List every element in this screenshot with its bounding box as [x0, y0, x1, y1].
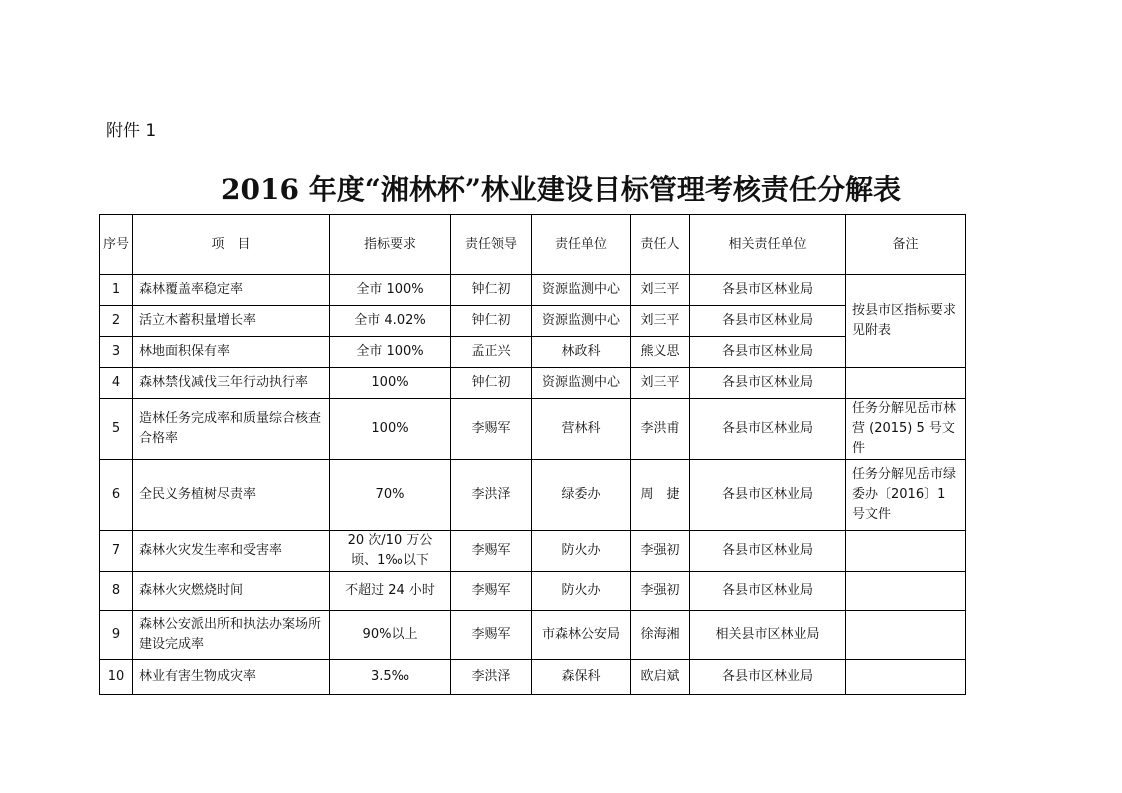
- cell-no: 4: [100, 368, 133, 399]
- cell-note: [846, 368, 966, 399]
- cell-requirement: 100%: [330, 368, 451, 399]
- cell-note: 任务分解见岳市绿委办〔2016〕1 号文件: [846, 460, 966, 531]
- cell-item: 林业有害生物成灾率: [133, 660, 330, 695]
- cell-item: 森林火灾发生率和受害率: [133, 531, 330, 572]
- cell-no: 10: [100, 660, 133, 695]
- col-header-leader: 责任领导: [451, 215, 532, 275]
- cell-leader: 李赐军: [451, 572, 532, 611]
- cell-related-unit: 相关县市区林业局: [690, 611, 846, 660]
- table-row: [100, 306, 966, 337]
- table-row: [100, 275, 966, 306]
- cell-no: 3: [100, 337, 133, 368]
- cell-item: 林地面积保有率: [133, 337, 330, 368]
- cell-person: 刘三平: [631, 368, 690, 399]
- cell-note: 任务分解见岳市林营 (2015) 5 号文件: [846, 399, 966, 460]
- cell-person: 刘三平: [631, 275, 690, 306]
- cell-person: 周 捷: [631, 460, 690, 531]
- cell-no: 2: [100, 306, 133, 337]
- col-header-note: 备注: [846, 215, 966, 275]
- table-header-row: [100, 215, 966, 275]
- cell-requirement: 3.5‰: [330, 660, 451, 695]
- cell-unit: 资源监测中心: [532, 306, 631, 337]
- document-title: 2016 年度“湘林杯”林业建设目标管理考核责任分解表: [221, 173, 901, 206]
- cell-related-unit: 各县市区林业局: [690, 337, 846, 368]
- cell-leader: 孟正兴: [451, 337, 532, 368]
- cell-person: 徐海湘: [631, 611, 690, 660]
- cell-requirement: 90%以上: [330, 611, 451, 660]
- table-row: [100, 611, 966, 660]
- cell-leader: 钟仁初: [451, 275, 532, 306]
- cell-related-unit: 各县市区林业局: [690, 660, 846, 695]
- cell-leader: 李赐军: [451, 399, 532, 460]
- col-header-person: 责任人: [631, 215, 690, 275]
- cell-related-unit: 各县市区林业局: [690, 275, 846, 306]
- cell-related-unit: 各县市区林业局: [690, 460, 846, 531]
- cell-unit: 营林科: [532, 399, 631, 460]
- cell-requirement: 20 次/10 万公顷、1‰以下: [330, 531, 451, 572]
- cell-item: 森林覆盖率稳定率: [133, 275, 330, 306]
- cell-item: 森林公安派出所和执法办案场所建设完成率: [133, 611, 330, 660]
- cell-related-unit: 各县市区林业局: [690, 531, 846, 572]
- cell-unit: 防火办: [532, 572, 631, 611]
- cell-no: 9: [100, 611, 133, 660]
- cell-related-unit: 各县市区林业局: [690, 399, 846, 460]
- cell-leader: 李赐军: [451, 531, 532, 572]
- cell-no: 7: [100, 531, 133, 572]
- table-row: [100, 368, 966, 399]
- cell-person: 熊义思: [631, 337, 690, 368]
- cell-no: 1: [100, 275, 133, 306]
- cell-item: 造林任务完成率和质量综合核查合格率: [133, 399, 330, 460]
- cell-leader: 钟仁初: [451, 306, 532, 337]
- cell-unit: 防火办: [532, 531, 631, 572]
- col-header-related-unit: 相关责任单位: [690, 215, 846, 275]
- cell-note: 按县市区指标要求见附表: [846, 275, 966, 368]
- responsibility-table: [99, 214, 966, 695]
- attachment-label: 附件 1: [106, 121, 157, 141]
- cell-person: 欧启斌: [631, 660, 690, 695]
- cell-note: [846, 531, 966, 572]
- cell-requirement: 不超过 24 小时: [330, 572, 451, 611]
- table-row: [100, 460, 966, 531]
- cell-person: 李强初: [631, 572, 690, 611]
- cell-related-unit: 各县市区林业局: [690, 306, 846, 337]
- cell-requirement: 全市 100%: [330, 275, 451, 306]
- cell-unit: 资源监测中心: [532, 275, 631, 306]
- col-header-unit: 责任单位: [532, 215, 631, 275]
- col-header-no: 序号: [100, 215, 133, 275]
- table-row: [100, 572, 966, 611]
- cell-related-unit: 各县市区林业局: [690, 572, 846, 611]
- cell-unit: 市森林公安局: [532, 611, 631, 660]
- cell-unit: 林政科: [532, 337, 631, 368]
- cell-item: 森林禁伐减伐三年行动执行率: [133, 368, 330, 399]
- table-row: [100, 660, 966, 695]
- cell-person: 刘三平: [631, 306, 690, 337]
- cell-leader: 李赐军: [451, 611, 532, 660]
- cell-note: [846, 660, 966, 695]
- table-row: [100, 337, 966, 368]
- cell-item: 全民义务植树尽责率: [133, 460, 330, 531]
- cell-person: 李洪甫: [631, 399, 690, 460]
- cell-item: 活立木蓄积量增长率: [133, 306, 330, 337]
- cell-unit: 森保科: [532, 660, 631, 695]
- cell-requirement: 全市 4.02%: [330, 306, 451, 337]
- cell-note: [846, 572, 966, 611]
- cell-requirement: 70%: [330, 460, 451, 531]
- cell-item: 森林火灾燃烧时间: [133, 572, 330, 611]
- cell-no: 6: [100, 460, 133, 531]
- cell-unit: 绿委办: [532, 460, 631, 531]
- cell-requirement: 100%: [330, 399, 451, 460]
- cell-person: 李强初: [631, 531, 690, 572]
- cell-leader: 钟仁初: [451, 368, 532, 399]
- table-row: [100, 399, 966, 460]
- cell-note: [846, 611, 966, 660]
- cell-leader: 李洪泽: [451, 460, 532, 531]
- cell-requirement: 全市 100%: [330, 337, 451, 368]
- col-header-item: 项 目: [133, 215, 330, 275]
- cell-no: 5: [100, 399, 133, 460]
- cell-leader: 李洪泽: [451, 660, 532, 695]
- cell-unit: 资源监测中心: [532, 368, 631, 399]
- cell-no: 8: [100, 572, 133, 611]
- table-row: [100, 531, 966, 572]
- col-header-requirement: 指标要求: [330, 215, 451, 275]
- cell-related-unit: 各县市区林业局: [690, 368, 846, 399]
